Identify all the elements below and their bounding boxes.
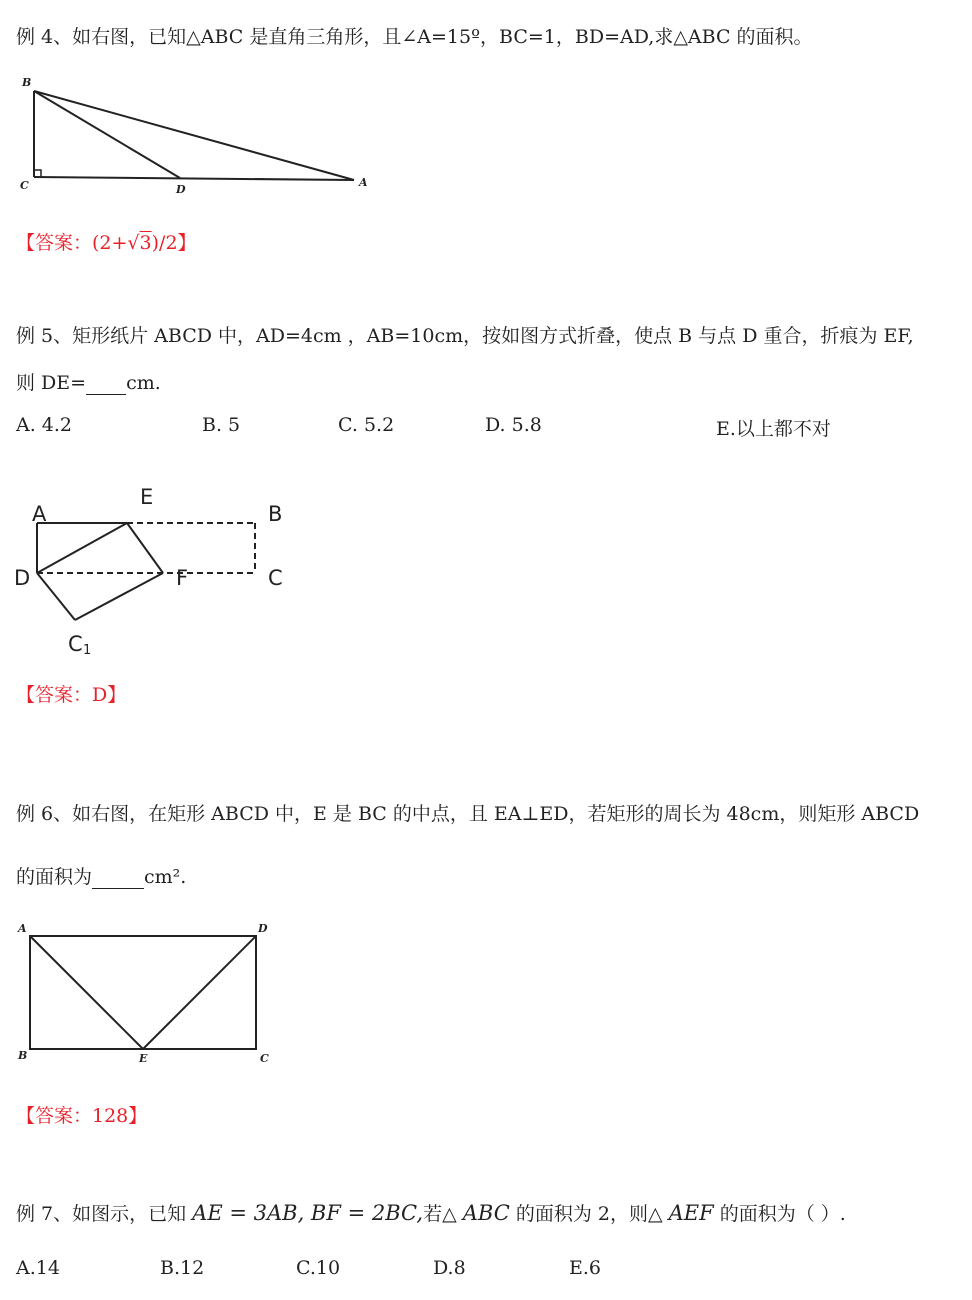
- ex7-option-e: E.6: [569, 1257, 601, 1279]
- ex6-segment-ae: [30, 936, 143, 1049]
- ex7-q-math: AE = 3AB, BF = 2BC,: [192, 1201, 424, 1225]
- ex7-question: [16, 1199, 846, 1226]
- ex5-label-d: D: [14, 566, 31, 590]
- ex5-q2-post: cm.: [126, 372, 161, 394]
- ex7-q-math2: ABC: [462, 1201, 510, 1225]
- ex5-q2-pre: 则 DE=: [16, 372, 87, 394]
- ex6-label-d: D: [258, 922, 268, 935]
- ex5-option-c: C. 5.2: [338, 414, 395, 436]
- ex5-option-b: B. 5: [202, 414, 241, 436]
- ex5-answer: 【答案：D】: [16, 684, 127, 706]
- ex7-q-mid1: 若△: [423, 1203, 463, 1225]
- ex4-answer-sqrt-sign: √: [127, 232, 140, 254]
- ex7-q-mid2: 的面积为 2，则△: [509, 1203, 669, 1225]
- ex6-label-a: A: [18, 922, 27, 935]
- ex7-option-d: D.8: [433, 1257, 466, 1279]
- ex6-label-e: E: [139, 1052, 148, 1065]
- ex6-label-c: C: [260, 1052, 269, 1065]
- ex6-answer: 【答案：128】: [16, 1105, 148, 1127]
- ex5-option-e: E.以上都不对: [716, 418, 831, 440]
- ex7-q-math3: AEF: [668, 1201, 714, 1225]
- ex6-q2-pre: 的面积为: [16, 866, 93, 888]
- ex4-answer-suffix: )/2】: [151, 232, 197, 254]
- ex5-option-a: A. 4.2: [16, 414, 73, 436]
- ex6-label-b: B: [18, 1049, 28, 1062]
- ex7-q-pre: 例 7、如图示，已知: [16, 1203, 193, 1225]
- ex7-option-b: B.12: [160, 1257, 205, 1279]
- ex5-label-b: B: [268, 502, 283, 526]
- ex5-question-line1: 例 5、矩形纸片 ABCD 中，AD=4cm ，AB=10cm，按如图方式折叠，使点 B 与点 D 重合，折痕为 EF,: [16, 325, 914, 347]
- ex5-label-c: C: [268, 566, 283, 590]
- ex7-q-post: 的面积为（ ）.: [713, 1203, 846, 1225]
- ex6-rectangle-abcd: [30, 936, 256, 1049]
- ex5-label-c1-sub: 1: [83, 643, 92, 658]
- ex4-label-b: B: [22, 76, 32, 89]
- ex4-answer-sqrt-arg: 3: [139, 232, 152, 254]
- ex4-label-a: A: [359, 176, 368, 189]
- ex4-label-d: D: [176, 183, 186, 196]
- ex6-q2-post: cm².: [144, 866, 187, 888]
- ex4-answer-prefix: 【答案：(2+: [16, 232, 128, 254]
- ex5-label-c1: C: [68, 632, 83, 656]
- ex5-label-f: F: [176, 566, 189, 590]
- ex7-option-a: A.14: [16, 1257, 60, 1279]
- ex4-label-c: C: [20, 179, 29, 192]
- ex6-segment-de: [143, 936, 256, 1049]
- ex6-question-line1: 例 6、如右图，在矩形 ABCD 中，E 是 BC 的中点，且 EA⊥ED，若矩形的周长为 48cm，则矩形 ABCD: [16, 803, 920, 825]
- ex5-label-e: E: [140, 485, 154, 509]
- ex5-label-a: A: [32, 502, 47, 526]
- ex7-option-c: C.10: [296, 1257, 341, 1279]
- ex4-question: 例 4、如右图，已知△ABC 是直角三角形，且∠A=15º，BC=1，BD=AD,求△ABC 的面积。: [16, 26, 813, 48]
- ex5-option-d: D. 5.8: [485, 414, 542, 436]
